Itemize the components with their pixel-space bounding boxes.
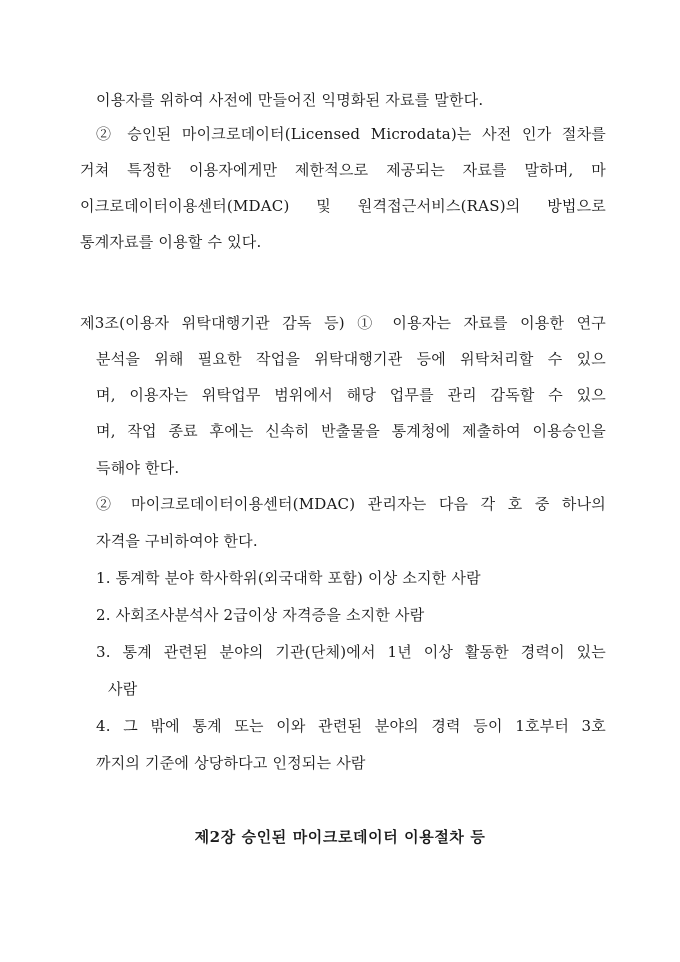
paragraph-2-line: 거쳐 특정한 이용자에게만 제한적으로 제공되는 자료를 말하며, 마 [80, 161, 606, 179]
qualification-item-3: 3. 통계 관련된 분야의 기관(단체)에서 1년 이상 활동한 경력이 있는 [96, 643, 606, 661]
qualification-item-1: 1. 통계학 분야 학사학위(외국대학 포함) 이상 소지한 사람 [96, 569, 481, 587]
article-3-item-2-line: 자격을 구비하여야 한다. [96, 532, 258, 550]
qualification-item-4-cont: 까지의 기준에 상당하다고 인정되는 사람 [96, 754, 366, 772]
qualification-item-4: 4. 그 밖에 통계 또는 이와 관련된 분야의 경력 등이 1호부터 3호 [96, 717, 606, 735]
qualification-item-3-cont: 사람 [108, 680, 138, 698]
paragraph-2-line: 통계자료를 이용할 수 있다. [80, 233, 262, 251]
article-3-item-2-line: ② 마이크로데이터이용센터(MDAC) 관리자는 다음 각 호 중 하나의 [96, 495, 606, 513]
paragraph-2-line: ② 승인된 마이크로데이터(Licensed Microdata)는 사전 인가 절차를 [96, 125, 606, 143]
article-3-line: 분석을 위해 필요한 작업을 위탁대행기관 등에 위탁처리할 수 있으 [96, 350, 606, 368]
article-3-line: 며, 작업 종료 후에는 신속히 반출물을 통계청에 제출하여 이용승인을 [96, 422, 606, 440]
article-3-line: 며, 이용자는 위탁업무 범위에서 해당 업무를 관리 감독할 수 있으 [96, 386, 606, 404]
qualification-item-2: 2. 사회조사분석사 2급이상 자격증을 소지한 사람 [96, 606, 425, 624]
article-3-title-line: 제3조(이용자 위탁대행기관 감독 등) ① 이용자는 자료를 이용한 연구 [80, 314, 606, 332]
paragraph-2-line: 이크로데이터이용센터(MDAC) 및 원격접근서비스(RAS)의 방법으로 [80, 197, 606, 215]
article-3-line: 득해야 한다. [96, 459, 180, 477]
definition-line: 이용자를 위하여 사전에 만들어진 익명화된 자료를 말한다. [96, 91, 484, 109]
chapter-heading: 제2장 승인된 마이크로데이터 이용절차 등 [194, 828, 486, 846]
